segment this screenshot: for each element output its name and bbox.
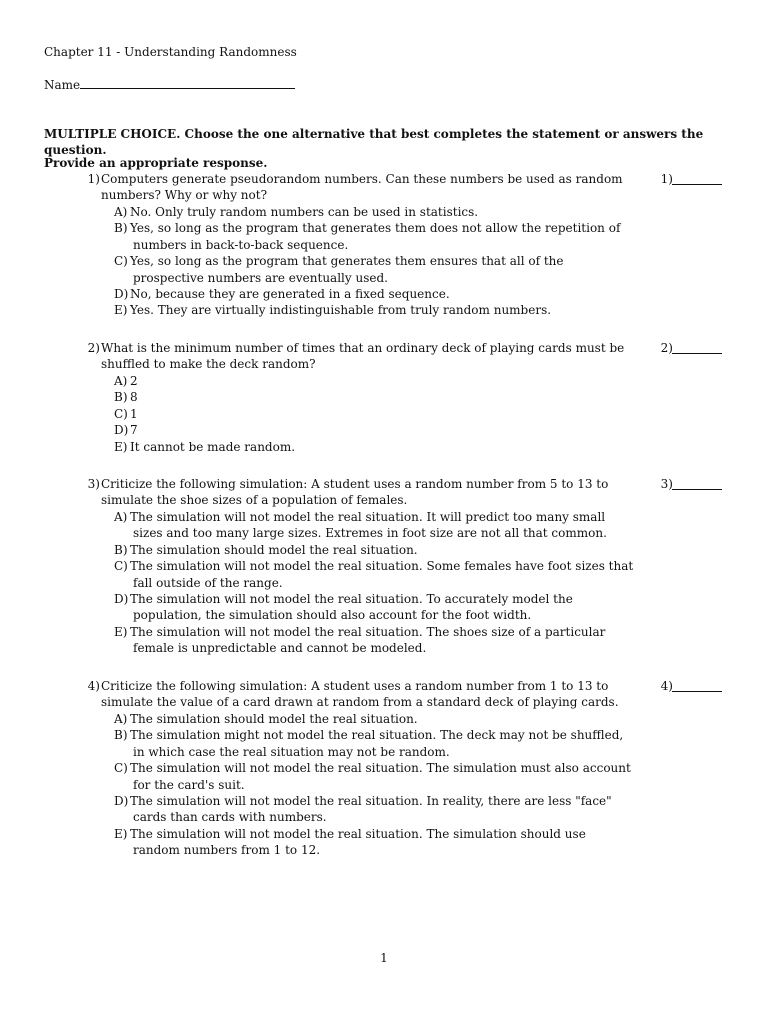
choice-list [114,373,634,455]
name-blank-line [80,78,295,89]
chapter-title: Chapter 11 - Understanding Randomness [44,45,297,59]
choice-list [114,509,634,657]
choice-list [114,711,634,859]
multiple-choice-instructions: MULTIPLE CHOICE. Choose the one alternative that best completes the statement or answers the question. [44,127,704,158]
question-text: What is the minimum number of times that an ordinary deck of playing cards must be shuffled to make the deck random? [101,341,625,372]
choice-e: E) Yes. They are virtually indistinguishable from truly random numbers. [114,303,552,318]
question-text: Criticize the following simulation: A student uses a random number from 1 to 13 to simulate the value of a card drawn at random from a standard deck of playing cards. [101,679,619,710]
question-number: 4) [87,679,100,693]
choice-d: D) 7 [114,423,138,438]
choice-b: B) The simulation might not model the real situation. The deck may not be shuffled, in which case the real situation may not be random. [114,728,624,759]
name-row [44,77,295,93]
question-text: Computers generate pseudorandom numbers. Can these numbers be used as random numbers? Why or why not? [101,172,623,203]
choice-e: E) The simulation will not model the real situation. The shoes size of a particular female is unpredictable and cannot be modeled. [114,624,606,656]
choice-b: B) Yes, so long as the program that generates them does not allow the repetition of numbers in back-to-back sequence. [114,221,621,252]
choice-b: B) 8 [114,390,138,405]
choice-a: A) The simulation will not model the real situation. It will predict too many small sizes and too many large sizes. Extremes in foot size are not all that common. [114,510,607,541]
answer-blank[interactable] [672,184,722,185]
choice-d: D) The simulation will not model the real situation. To accurately model the population, the simulation should also account for the foot width. [114,592,573,623]
question-number: 2) [87,341,100,355]
answer-blank[interactable] [672,353,722,354]
choice-d: D) No, because they are generated in a fixed sequence. [114,287,450,302]
choice-list [114,204,634,319]
question-number: 1) [87,172,100,186]
choice-a: A) 2 [114,374,138,388]
choice-d: D) The simulation will not model the real situation. In reality, there are less "face" cards than cards with numbers. [114,794,612,825]
answer-blank[interactable] [672,691,722,692]
choice-c: C) The simulation will not model the real situation. Some females have foot sizes that fall outside of the range. [114,559,634,590]
question-2 [86,340,768,454]
question-4 [86,678,768,858]
question-text: Criticize the following simulation: A student uses a random number from 5 to 13 to simulate the shoe sizes of a population of females. [101,477,609,508]
page-number: 1 [380,951,388,965]
choice-c: C) 1 [114,406,138,421]
choice-c: C) The simulation will not model the real situation. The simulation must also account for the card's suit. [114,761,631,792]
answer-number: 1) [660,172,673,186]
answer-number: 3) [660,477,673,491]
choice-b: B) The simulation should model the real situation. [114,542,418,557]
choice-e: E) It cannot be made random. [114,439,296,454]
choice-a: A) The simulation should model the real situation. [114,712,418,726]
answer-number: 2) [660,341,673,355]
name-label: Name [44,78,81,92]
section-heading: Provide an appropriate response. [44,156,268,170]
question-number: 3) [87,477,100,491]
answer-number: 4) [660,679,673,693]
choice-a: A) No. Only truly random numbers can be used in statistics. [114,205,479,219]
answer-blank[interactable] [672,489,722,490]
choice-c: C) Yes, so long as the program that generates them ensures that all of the prospective numbers are eventually used. [114,254,564,285]
question-3 [86,476,768,656]
question-1 [86,171,768,318]
choice-e: E) The simulation will not model the real situation. The simulation should use random numbers from 1 to 12. [114,826,586,858]
